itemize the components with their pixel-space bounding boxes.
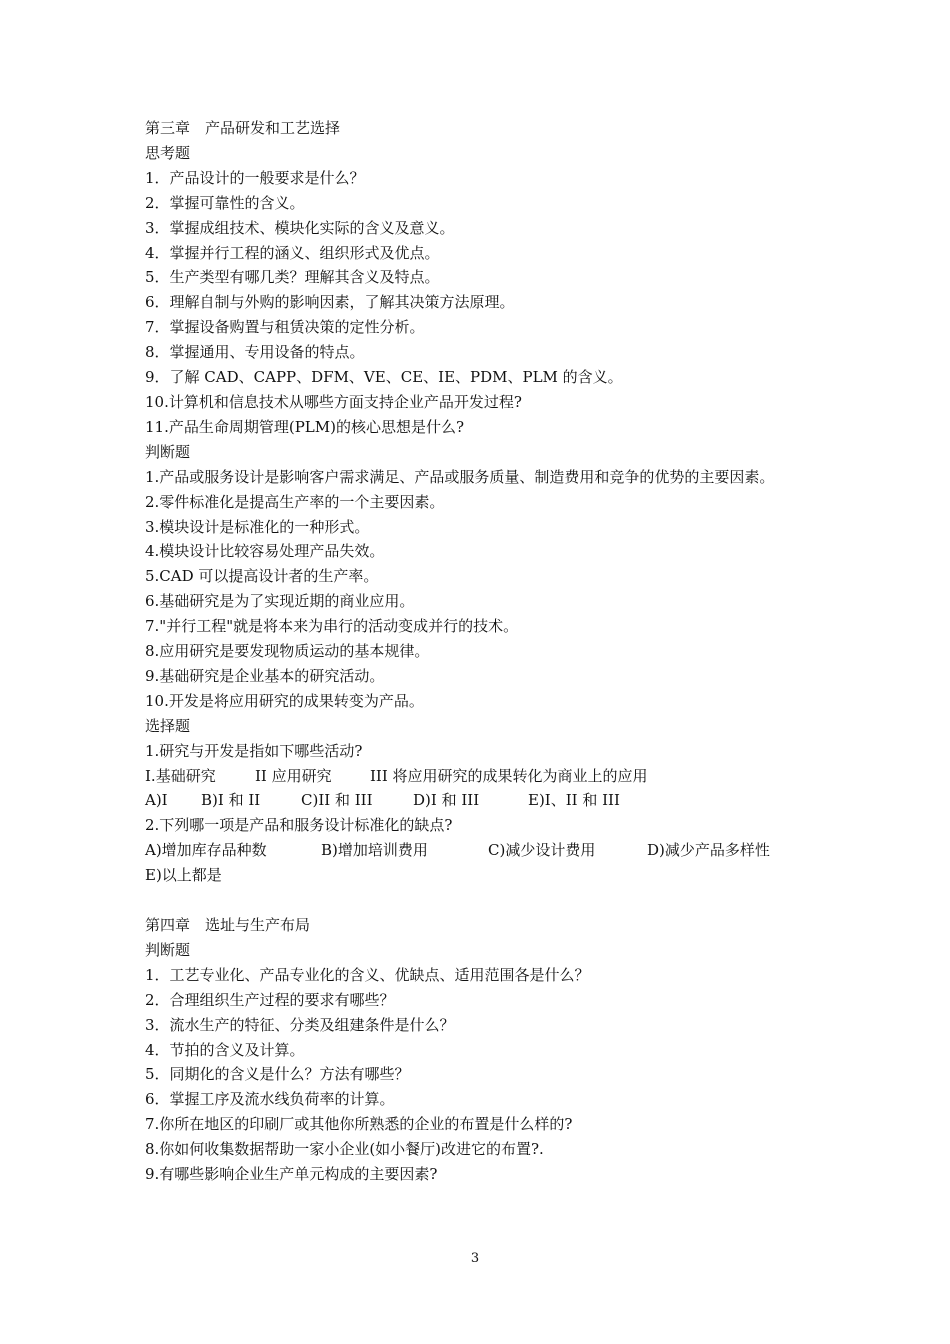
mc-options-row bbox=[145, 788, 825, 813]
section-label-multiple-choice: 选择题 bbox=[145, 716, 191, 735]
question-item: 4．掌握并行工程的涵义、组织形式及优点。 bbox=[145, 243, 440, 262]
question-item: 5．生产类型有哪几类？理解其含义及特点。 bbox=[145, 268, 440, 287]
true-false-item: 1.产品或服务设计是影响客户需求满足、产品或服务质量、制造费用和竞争的优势的主要因素。 bbox=[145, 467, 775, 486]
question-item: 11.产品生命周期管理(PLM)的核心思想是什么? bbox=[145, 417, 465, 436]
true-false-item: 4.模块设计比较容易处理产品失效。 bbox=[145, 542, 385, 561]
question-item: 8．掌握通用、专用设备的特点。 bbox=[145, 343, 365, 362]
question-item: 2．掌握可靠性的含义。 bbox=[145, 193, 305, 212]
true-false-item: 8.应用研究是要发现物质运动的基本规律。 bbox=[145, 642, 430, 661]
mc-item: III 将应用研究的成果转化为商业上的应用 bbox=[370, 766, 648, 785]
page-number: 3 bbox=[470, 1251, 480, 1266]
mc-option: E)I、II 和 III bbox=[528, 791, 620, 810]
true-false-item: 2.零件标准化是提高生产率的一个主要因素。 bbox=[145, 492, 445, 511]
true-false-item: 10.开发是将应用研究的成果转变为产品。 bbox=[145, 691, 424, 710]
mc-option: D)I 和 III bbox=[413, 791, 480, 810]
chapter-4-item: 5．同期化的含义是什么？方法有哪些？ bbox=[145, 1065, 410, 1084]
chapter-4-item: 1．工艺专业化、产品专业化的含义、优缺点、适用范围各是什么？ bbox=[145, 965, 590, 984]
document-body bbox=[145, 116, 825, 1187]
mc-option: C)减少设计费用 bbox=[488, 841, 596, 860]
question-item: 10.计算机和信息技术从哪些方面支持企业产品开发过程? bbox=[145, 392, 522, 411]
true-false-item: 5.CAD 可以提高设计者的生产率。 bbox=[145, 567, 379, 586]
section-spacer bbox=[145, 888, 825, 913]
question-item: 7．掌握设备购置与租赁决策的定性分析。 bbox=[145, 318, 425, 337]
section-label-thinking: 思考题 bbox=[145, 143, 191, 162]
mc-option: B)增加培训费用 bbox=[321, 841, 428, 860]
mc-option: A)I bbox=[145, 791, 168, 810]
mc-question: 2.下列哪一项是产品和服务设计标准化的缺点? bbox=[145, 816, 453, 835]
mc-option: D)减少产品多样性 bbox=[647, 841, 770, 860]
mc-question: 1.研究与开发是指如下哪些活动? bbox=[145, 741, 363, 760]
mc-item: II 应用研究 bbox=[255, 766, 332, 785]
chapter-4-item: 6．掌握工序及流水线负荷率的计算。 bbox=[145, 1090, 395, 1109]
question-item: 6．理解自制与外购的影响因素，了解其决策方法原理。 bbox=[145, 293, 515, 312]
mc-items-row bbox=[145, 764, 825, 789]
question-item: 1．产品设计的一般要求是什么？ bbox=[145, 168, 365, 187]
mc-option: C)II 和 III bbox=[301, 791, 373, 810]
chapter-4-item: 2．合理组织生产过程的要求有哪些？ bbox=[145, 990, 395, 1009]
chapter-4-title: 第四章 选址与生产布局 bbox=[145, 915, 311, 934]
question-item: 3．掌握成组技术、模块化实际的含义及意义。 bbox=[145, 218, 455, 237]
true-false-item: 9.基础研究是企业基本的研究活动。 bbox=[145, 666, 385, 685]
mc-option: E)以上都是 bbox=[145, 866, 222, 885]
mc-option: A)增加库存品种数 bbox=[145, 841, 267, 860]
mc-item: I.基础研究 bbox=[145, 766, 216, 785]
section-label-true-false: 判断题 bbox=[145, 442, 191, 461]
true-false-item: 6.基础研究是为了实现近期的商业应用。 bbox=[145, 592, 415, 611]
chapter-4-item: 4．节拍的含义及计算。 bbox=[145, 1040, 305, 1059]
chapter-4-item: 7.你所在地区的印刷厂或其他你所熟悉的企业的布置是什么样的? bbox=[145, 1115, 573, 1134]
mc-options-row bbox=[145, 838, 825, 863]
chapter-4-item: 9.有哪些影响企业生产单元构成的主要因素? bbox=[145, 1165, 438, 1184]
section-label-true-false: 判断题 bbox=[145, 940, 191, 959]
chapter-4-item: 3．流水生产的特征、分类及组建条件是什么？ bbox=[145, 1015, 455, 1034]
question-item: 9．了解 CAD、CAPP、DFM、VE、CE、IE、PDM、PLM 的含义。 bbox=[145, 368, 623, 387]
true-false-item: 3.模块设计是标准化的一种形式。 bbox=[145, 517, 370, 536]
true-false-item: 7."并行工程"就是将本来为串行的活动变成并行的技术。 bbox=[145, 617, 519, 636]
chapter-3-title: 第三章 产品研发和工艺选择 bbox=[145, 119, 341, 137]
mc-option: B)I 和 II bbox=[201, 791, 261, 810]
chapter-4-item: 8.你如何收集数据帮助一家小企业(如小餐厅)改进它的布置?. bbox=[145, 1140, 544, 1159]
